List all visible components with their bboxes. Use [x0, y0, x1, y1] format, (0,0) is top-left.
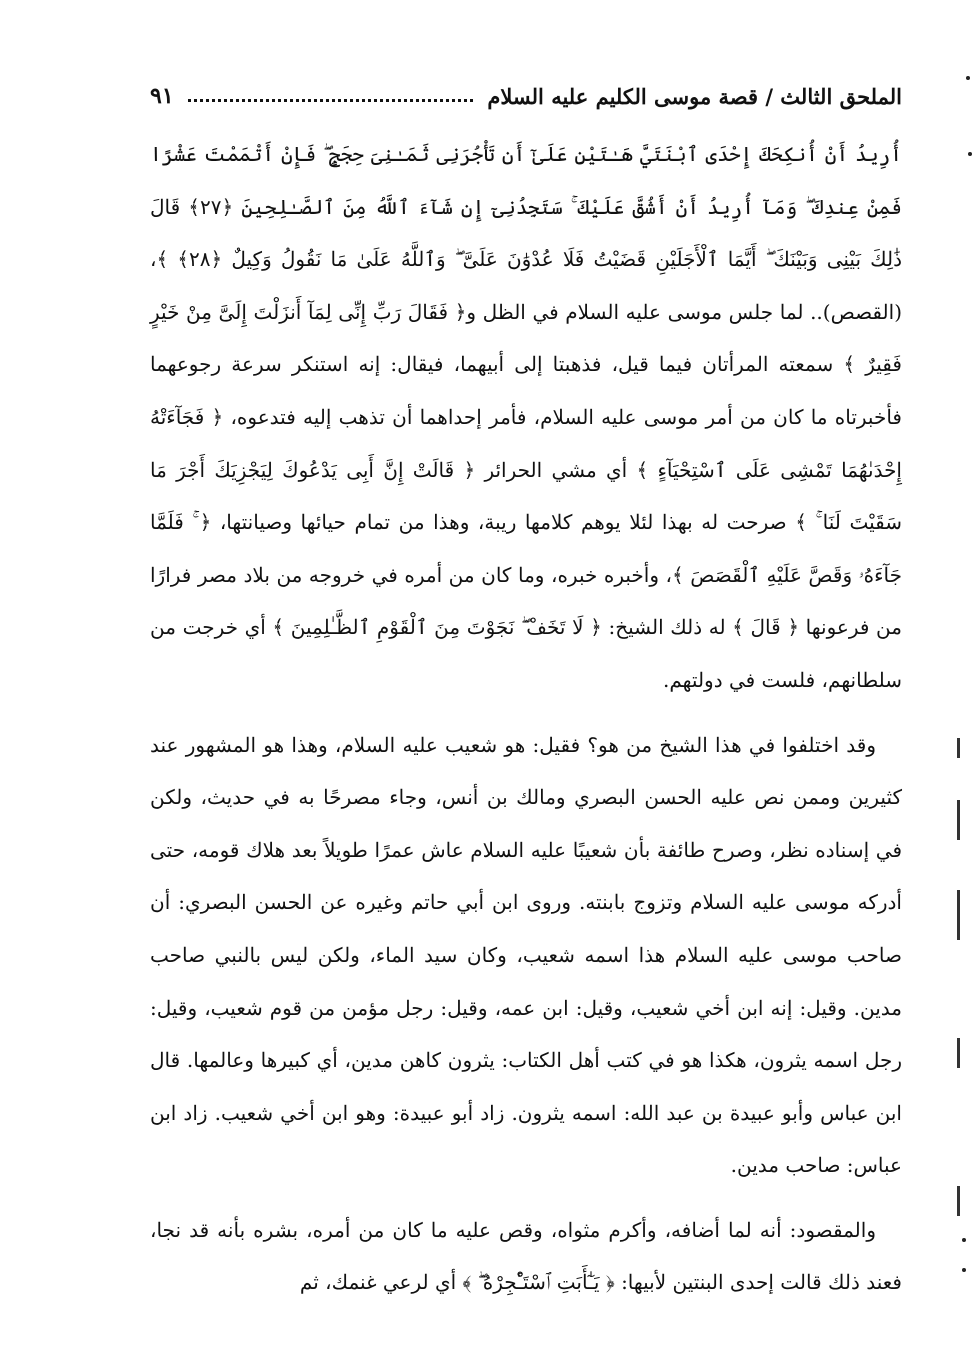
scan-margin-line — [957, 800, 960, 840]
scan-margin-line — [957, 890, 960, 940]
scan-dot-mark — [962, 1268, 966, 1272]
page-header — [150, 74, 902, 118]
paragraph-quran-continuation: أُرِيدُ أَنْ أُنكِحَكَ إِحْدَى ٱبْنَتَيَّ هَـٰتَيْنِ عَلَىٰٓ أَن تَأْجُرَنِى ثَمَـٰنِىَ حِجَجٍ ۖ فَإِنْ أَتْمَمْتَ عَشْرًا فَمِنْ عِندِكَ ۖ وَمَآ أُرِيدُ أَنْ أَشُقَّ عَلَيْكَ ۚ سَتَجِدُنِىٓ إِن شَآءَ ٱللَّهُ مِنَ ٱلصَّـٰلِحِينَ ﴿٢٧﴾ قَالَ ذَٰلِكَ بَيْنِى وَبَيْنَكَ ۖ أَيَّمَا ٱلْأَجَلَيْنِ قَضَيْتُ فَلَا عُدْوَٰنَ عَلَىَّ ۖ وَٱللَّهُ عَلَىٰ مَا نَقُولُ وَكِيلٌ ﴿٢٨﴾ ﴾، (القصص).. لما جلس موسى عليه السلام في الظل و﴿ فَقَالَ رَبِّ إِنِّى لِمَآ أَنزَلْتَ إِلَىَّ مِنْ خَيْرٍ فَقِيرٌ ﴾ سمعته المرأتان فيما قيل، فذهبتا إلى أبيهما، فيقال: إنه استنكر سرعة رجوعهما فأخبرتاه ما كان من أمر موسى عليه السلام، فأمر إحداهما أن تذهب إليه فتدعوه، ﴿ فَجَآءَتْهُ إِحْدَىٰهُمَا تَمْشِى عَلَى ٱسْتِحْيَآءٍ ﴾ أي مشي الحرائر ﴿ قَالَتْ إِنَّ أَبِى يَدْعُوكَ لِيَجْزِيَكَ أَجْرَ مَا سَقَيْتَ لَنَا ۚ ﴾ صرحت له بهذا لئلا يوهم كلامها ريبة، وهذا من تمام حيائها وصيانتها، ﴿ ۚ فَلَمَّا جَآءَهُۥ وَقَصَّ عَلَيْهِ ٱلْقَصَصَ ﴾، وأخبره خبره، وما كان من أمره في خروجه من بلاد مصر فرارًا من فرعونها ﴿ قَالَ ﴾ له ذلك الشيخ: ﴿ لَا تَخَفْ ۖ نَجَوْتَ مِنَ ٱلْقَوْمِ ٱلظَّـٰلِمِينَ ﴾ أي خرجت من سلطانهم، فلست في دولتهم. — [150, 142, 902, 692]
page-number: ٩١ — [150, 83, 174, 109]
scan-dot-mark — [966, 76, 970, 80]
page-body — [150, 128, 902, 1309]
running-title: الملحق الثالث / قصة موسى الكليم عليه السلام — [487, 83, 902, 109]
scan-margin-line — [957, 1186, 960, 1216]
scan-dot-mark — [962, 1238, 966, 1242]
paragraph-conclusion: والمقصود: أنه لما أضافه، وأكرم مثواه، وقص عليه ما كان من أمره، بشره بأنه قد نجا، فعند ذلك قالت إحدى البنتين لأبيها: ﴿ يَـٰٓأَبَتِ ٱسْتَـْٔجِرْهُ ۖ ﴾ أي لرعي غنمك، ثم — [150, 1217, 902, 1295]
scan-margin-line — [957, 1038, 960, 1068]
header-dotted-leader — [188, 99, 474, 102]
scan-margin-line — [957, 738, 960, 758]
scan-dot-mark — [968, 152, 972, 156]
paragraph-identity-of-sheikh: وقد اختلفوا في هذا الشيخ من هو؟ فقيل: هو شعيب عليه السلام، وهذا هو المشهور عند كثيرين وممن نص عليه الحسن البصري ومالك بن أنس، وجاء مصرحًا به في حديث، ولكن في إسناده نظر، وصرح طائفة بأن شعيبًا عليه السلام عاش عمرًا طويلاً بعد هلاك قومه، حتى أدركه موسى عليه السلام وتزوج بابنته. وروى ابن أبي حاتم وغيره عن الحسن البصري: أن صاحب موسى عليه السلام هذا اسمه شعيب، وكان سيد الماء، ولكن ليس بالنبي صاحب مدين. وقيل: إنه ابن أخي شعيب، وقيل: ابن عمه، وقيل: رجل مؤمن من قوم شعيب، وقيل: رجل اسمه يثرون، هكذا هو في كتب أهل الكتاب: يثرون كاهن مدين، أي كبيرها وعالمها. قال ابن عباس وأبو عبيدة بن عبد الله: اسمه يثرون. زاد أبو عبيدة: وهو ابن أخي شعيب. زاد ابن عباس: صاحب مدين. — [150, 732, 902, 1178]
